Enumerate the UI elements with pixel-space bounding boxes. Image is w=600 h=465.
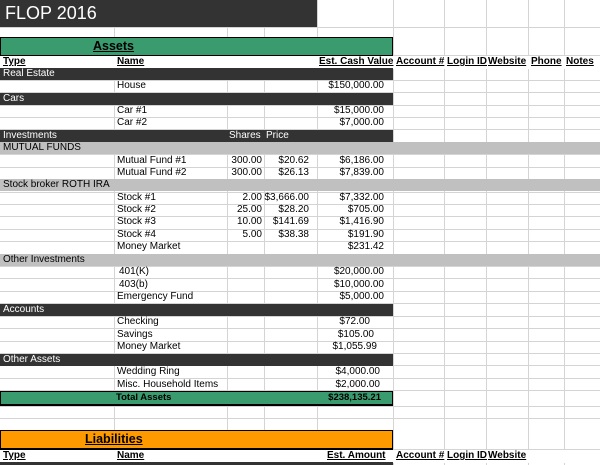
table-row[interactable]	[0, 216, 600, 229]
row-name: Wedding Ring	[117, 366, 180, 377]
row-name: Savings	[117, 329, 153, 340]
section-other-assets[interactable]	[0, 354, 393, 366]
header-website[interactable]: Website	[488, 56, 527, 67]
row-value: $72.00	[339, 316, 370, 327]
section-label: Real Estate	[3, 68, 55, 79]
row-name: Car #2	[117, 117, 148, 128]
liab-header-website[interactable]: Website	[488, 450, 527, 461]
row-value: $4,000.00	[335, 366, 380, 377]
row-name: Money Market	[117, 341, 181, 352]
total-assets-row[interactable]	[0, 391, 393, 406]
section-label: Cars	[3, 93, 25, 104]
subsection-label: Other Investments	[3, 254, 85, 265]
header-notes[interactable]: Notes	[566, 56, 594, 67]
row-value: $10,000.00	[333, 279, 384, 290]
title-bar	[0, 0, 317, 27]
table-row[interactable]	[0, 316, 600, 329]
header-value[interactable]: Est. Cash Value	[319, 56, 394, 67]
row-price: $26.13	[278, 167, 309, 178]
subsection-mutual-funds[interactable]	[0, 142, 600, 154]
header-login[interactable]: Login ID	[447, 56, 487, 67]
row-name: Checking	[117, 316, 159, 327]
row-line	[0, 418, 600, 419]
header-phone[interactable]: Phone	[531, 56, 562, 67]
row-value: $1,416.90	[339, 216, 384, 227]
row-line	[0, 27, 600, 28]
subsection-stock-broker[interactable]	[0, 179, 600, 191]
row-value: $20,000.00	[333, 266, 384, 277]
row-name: Stock #2	[117, 204, 156, 215]
row-name: 403(b)	[119, 279, 148, 290]
table-row[interactable]	[0, 291, 600, 304]
row-name: House	[117, 80, 146, 91]
table-row[interactable]	[0, 379, 600, 392]
row-value: $705.00	[347, 204, 384, 215]
row-name: 401(K)	[119, 266, 150, 277]
row-name: Car #1	[117, 105, 148, 116]
section-label: Investments	[3, 130, 57, 141]
table-row[interactable]	[0, 341, 600, 354]
section-cars[interactable]	[0, 93, 393, 105]
table-row[interactable]	[0, 204, 600, 217]
row-value: $105.00	[337, 329, 374, 340]
total-value: $238,135.21	[328, 392, 381, 403]
liab-header-type[interactable]: Type	[3, 450, 26, 461]
row-price: $28.20	[278, 204, 309, 215]
row-value: $150,000.00	[328, 80, 384, 91]
table-row[interactable]	[0, 167, 600, 180]
header-name[interactable]: Name	[117, 56, 145, 67]
row-name: Mutual Fund #1	[117, 155, 187, 166]
table-row[interactable]	[0, 266, 600, 279]
row-value: $7,332.00	[339, 192, 384, 203]
row-name: Money Market	[117, 241, 181, 252]
row-name: Stock #3	[117, 216, 156, 227]
row-shares: 300.00	[231, 155, 262, 166]
assets-header-band	[0, 37, 393, 57]
row-value: $7,000.00	[339, 117, 384, 128]
row-value: $191.90	[347, 229, 384, 240]
liab-header-row	[0, 450, 600, 463]
table-row[interactable]	[0, 329, 600, 342]
row-shares: 25.00	[236, 204, 262, 215]
row-name: Misc. Household Items	[117, 379, 219, 390]
row-name: Emergency Fund	[117, 291, 194, 302]
table-row[interactable]	[0, 241, 600, 254]
sheet-title[interactable]: FLOP 2016	[5, 3, 97, 23]
subsection-label: Stock broker ROTH IRA	[3, 179, 110, 190]
row-value: $2,000.00	[335, 379, 380, 390]
header-row	[0, 56, 600, 69]
liabilities-label[interactable]: Liabilities	[85, 432, 143, 446]
header-account[interactable]: Account #	[396, 56, 445, 67]
section-label: Accounts	[3, 304, 45, 315]
table-row[interactable]	[0, 117, 600, 130]
shares-header: Shares	[229, 130, 261, 141]
liab-header-name[interactable]: Name	[117, 450, 145, 461]
table-row[interactable]	[0, 279, 600, 292]
liab-header-account[interactable]: Account #	[396, 450, 445, 461]
row-price: $3,666.00	[264, 192, 309, 203]
row-shares: 5.00	[242, 229, 262, 240]
header-type[interactable]: Type	[3, 56, 26, 67]
row-name: Stock #4	[117, 229, 156, 240]
total-label: Total Assets	[116, 392, 172, 403]
row-value: $5,000.00	[339, 291, 384, 302]
assets-label[interactable]: Assets	[93, 39, 134, 53]
row-price: $141.69	[272, 216, 309, 227]
row-value: $15,000.00	[333, 105, 384, 116]
section-label: Other Assets	[3, 354, 61, 365]
section-accounts[interactable]	[0, 304, 393, 316]
table-row[interactable]	[0, 229, 600, 242]
table-row[interactable]	[0, 105, 600, 118]
price-header: Price	[266, 130, 289, 141]
row-value: $6,186.00	[339, 155, 384, 166]
table-row[interactable]	[0, 80, 600, 93]
row-line	[0, 406, 600, 407]
row-shares: 2.00	[242, 192, 262, 203]
table-row[interactable]	[0, 366, 600, 379]
row-name: Mutual Fund #2	[117, 167, 187, 178]
row-value: $1,055.99	[332, 341, 377, 352]
subsection-label: MUTUAL FUNDS	[3, 142, 81, 153]
liab-header-amount[interactable]: Est. Amount	[327, 450, 386, 461]
row-price: $38.38	[278, 229, 309, 240]
row-value: $7,839.00	[339, 167, 384, 178]
subsection-other-investments[interactable]	[0, 254, 600, 266]
section-real-estate[interactable]	[0, 68, 393, 80]
row-shares: 300.00	[231, 167, 262, 178]
section-investments[interactable]	[0, 130, 393, 142]
row-price: $20.62	[278, 155, 309, 166]
row-shares: 10.00	[236, 216, 262, 227]
table-row[interactable]	[0, 192, 600, 205]
row-value: $231.42	[347, 241, 384, 252]
liab-header-login[interactable]: Login ID	[447, 450, 487, 461]
row-name: Stock #1	[117, 192, 156, 203]
liabilities-header-band	[0, 430, 393, 450]
table-row[interactable]	[0, 155, 600, 168]
